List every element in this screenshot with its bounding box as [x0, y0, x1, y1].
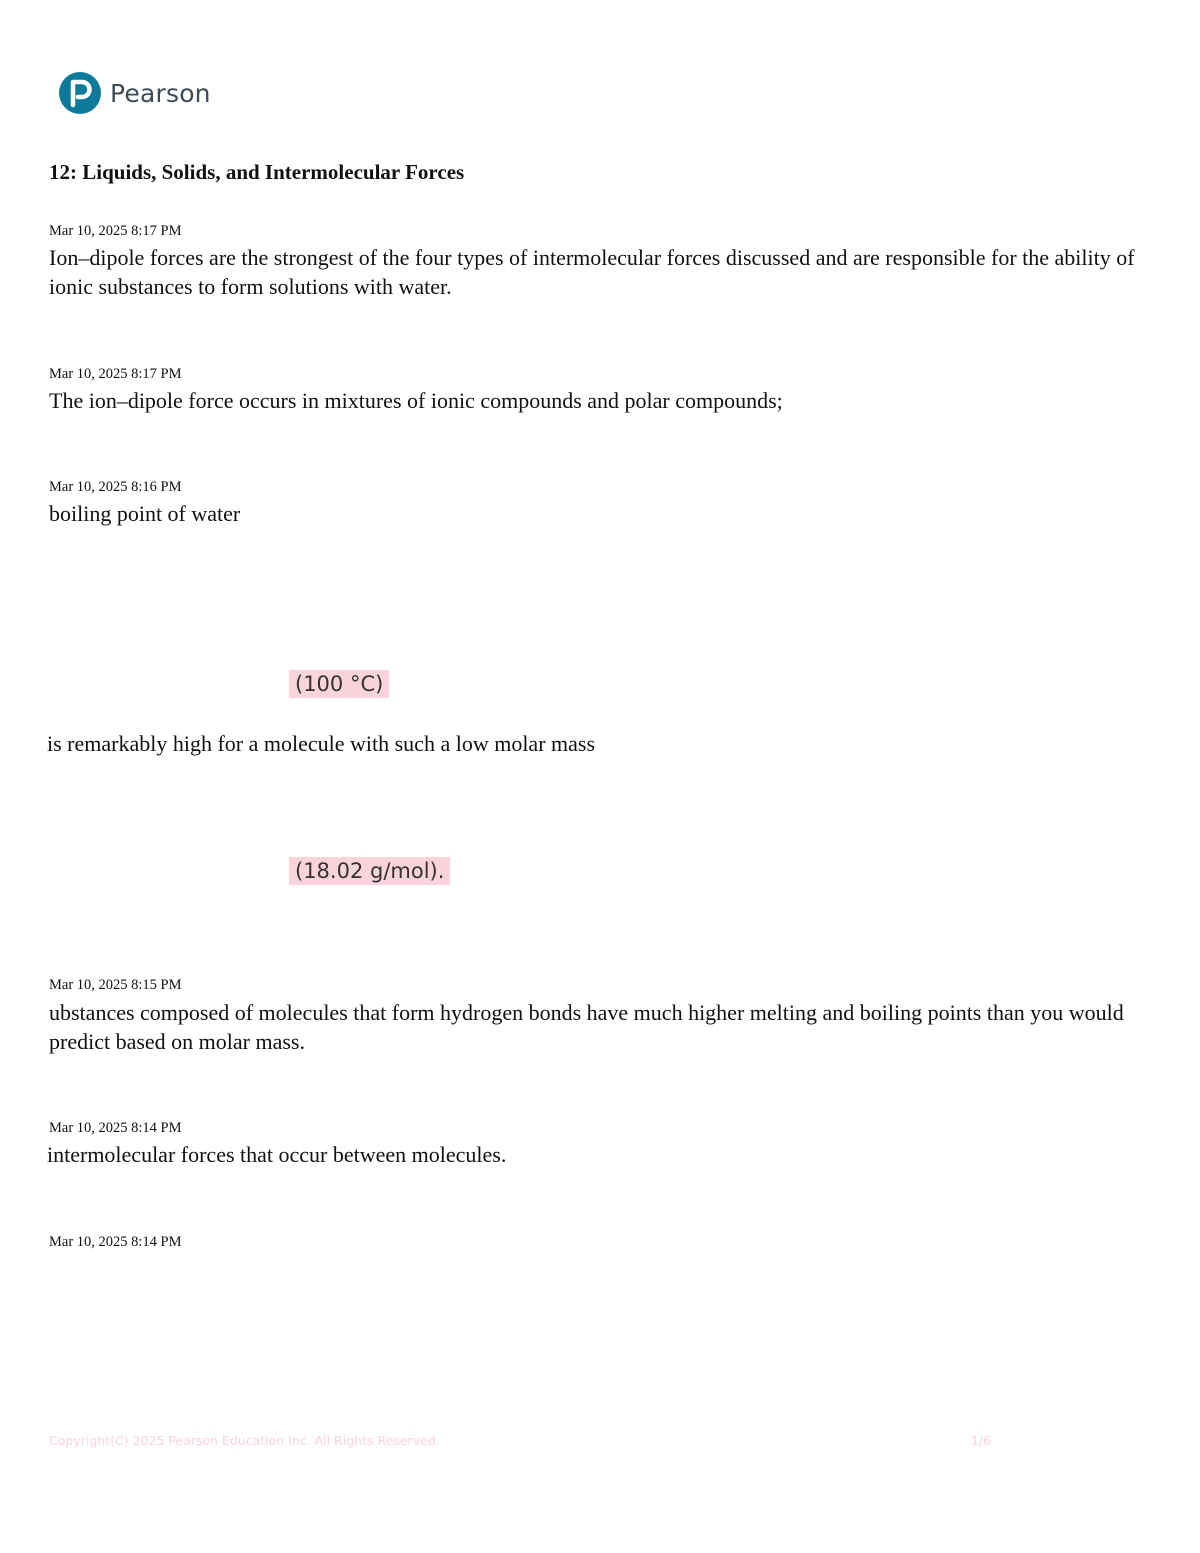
highlighted-value-temperature: (100 °C) — [289, 670, 389, 698]
highlighted-value-molar-mass: (18.02 g/mol). — [289, 857, 450, 885]
footer-copyright: Copyright(C) 2025 Pearson Education Inc. All Rights Reserved. — [49, 1433, 440, 1448]
note-timestamp: Mar 10, 2025 8:17 PM — [49, 366, 182, 382]
footer-page-number: 1/6 — [971, 1433, 992, 1448]
pearson-logo — [58, 70, 211, 116]
document-title: 12: Liquids, Solids, and Intermolecular Forces — [49, 160, 465, 184]
note-timestamp: Mar 10, 2025 8:14 PM — [49, 1120, 182, 1136]
pearson-logo-icon — [58, 71, 102, 115]
brand-name: Pearson — [110, 78, 211, 108]
note-text: boiling point of water — [49, 501, 241, 526]
note-timestamp: Mar 10, 2025 8:14 PM — [49, 1234, 182, 1250]
note-text: ubstances composed of molecules that form hydrogen bonds have much higher melting and boiling points than you would predict based on molar mass. — [49, 1000, 1124, 1054]
note-text: The ion–dipole force occurs in mixtures of ionic compounds and polar compounds; — [49, 388, 783, 413]
note-timestamp: Mar 10, 2025 8:16 PM — [49, 479, 182, 495]
note-text: Ion–dipole forces are the strongest of the four types of intermolecular forces discussed and are responsible for the ability of ionic substances to form solutions with water. — [49, 245, 1135, 299]
note-timestamp: Mar 10, 2025 8:17 PM — [49, 223, 182, 239]
note-timestamp: Mar 10, 2025 8:15 PM — [49, 977, 182, 993]
note-text-continued: is remarkably high for a molecule with such a low molar mass — [47, 731, 596, 756]
note-text: intermolecular forces that occur between molecules. — [47, 1142, 507, 1167]
